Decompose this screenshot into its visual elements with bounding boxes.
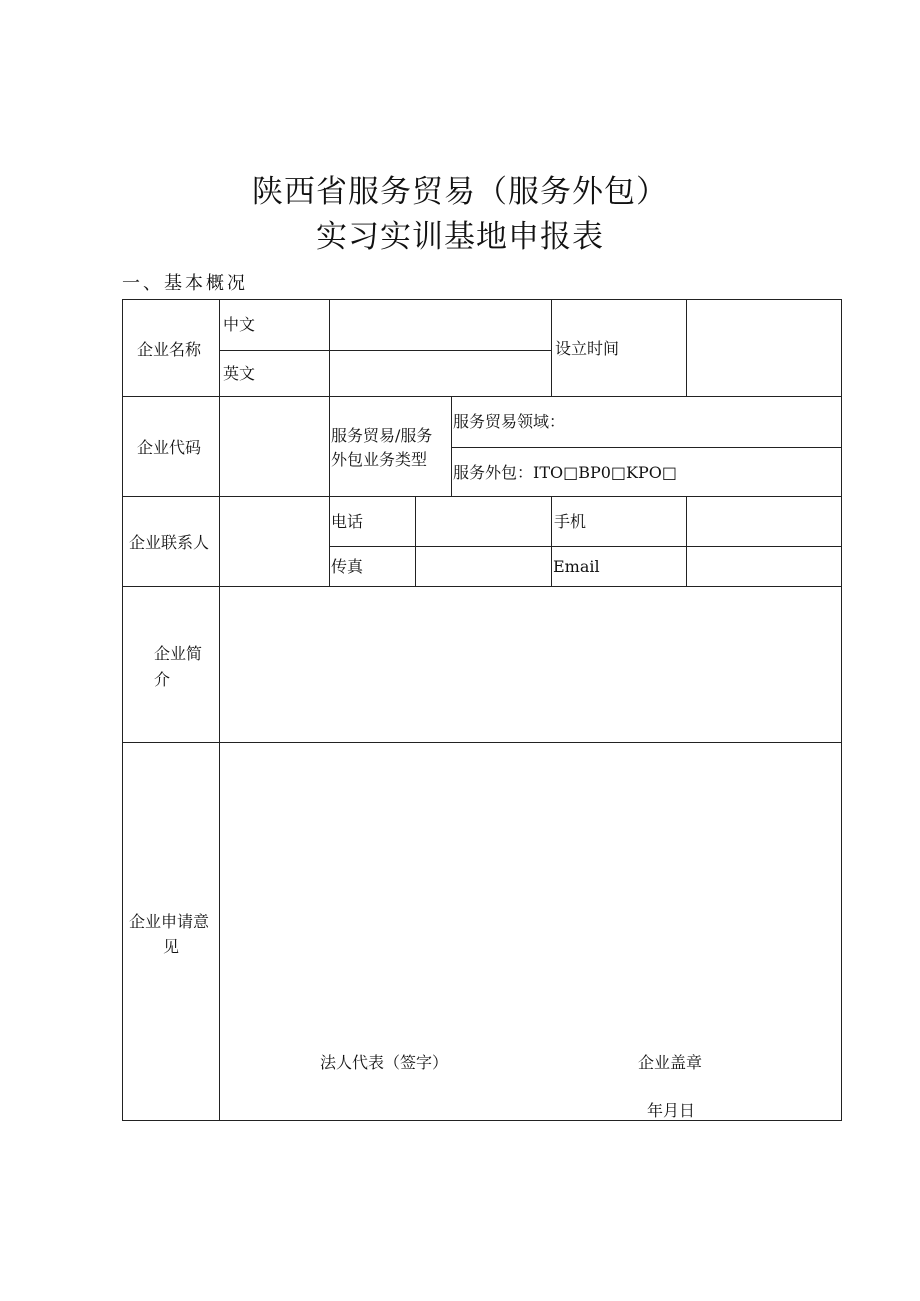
company-name-english-field[interactable] xyxy=(330,351,551,396)
email-field[interactable] xyxy=(687,547,841,586)
form-title-line1: 陕西省服务贸易（服务外包） xyxy=(252,174,668,210)
chinese-label: 中文 xyxy=(223,315,256,334)
outsourcing-type-options[interactable]: 服务外包：ITO□BP0□KPO□ xyxy=(453,463,678,482)
mobile-label: 手机 xyxy=(554,512,587,531)
company-name-chinese-field[interactable] xyxy=(330,300,551,350)
business-type-label-line1: 服务贸易/服务 xyxy=(331,426,433,445)
fax-field[interactable] xyxy=(416,547,551,586)
email-label: Email xyxy=(553,557,600,576)
fax-label: 传真 xyxy=(331,557,364,576)
established-time-field[interactable] xyxy=(687,300,841,396)
application-opinion-label-line1: 企业申请意 xyxy=(129,912,210,931)
form-title-line2: 实习实训基地申报表 xyxy=(316,219,604,255)
company-intro-field[interactable] xyxy=(220,587,841,742)
contact-person-label: 企业联系人 xyxy=(129,533,210,552)
company-intro-label-line2: 介 xyxy=(154,670,171,689)
contact-person-field[interactable] xyxy=(220,497,329,586)
company-intro-label-line1: 企业简 xyxy=(154,644,203,663)
company-code-field[interactable] xyxy=(220,397,329,496)
established-time-label: 设立时间 xyxy=(555,339,620,358)
company-code-label: 企业代码 xyxy=(137,438,202,457)
col-divider-name-right xyxy=(551,299,552,396)
trade-field-label[interactable]: 服务贸易领域： xyxy=(453,412,566,431)
date-label: 年月日 xyxy=(647,1101,696,1120)
company-name-label: 企业名称 xyxy=(137,340,202,359)
legal-representative-signature-label: 法人代表（签字） xyxy=(320,1053,449,1072)
mobile-field[interactable] xyxy=(687,497,841,546)
business-type-label-line2: 外包业务类型 xyxy=(331,450,428,469)
application-opinion-field[interactable] xyxy=(220,743,841,1033)
phone-field[interactable] xyxy=(416,497,551,546)
application-opinion-label-line2: 见 xyxy=(163,937,180,956)
col-divider-mobile xyxy=(551,496,552,586)
phone-label: 电话 xyxy=(331,512,364,531)
company-seal-label: 企业盖章 xyxy=(638,1053,703,1072)
english-label: 英文 xyxy=(223,364,256,383)
row-divider-business xyxy=(451,447,842,448)
section-heading: 一、基本概况 xyxy=(122,273,248,294)
col-divider-business xyxy=(451,396,452,496)
